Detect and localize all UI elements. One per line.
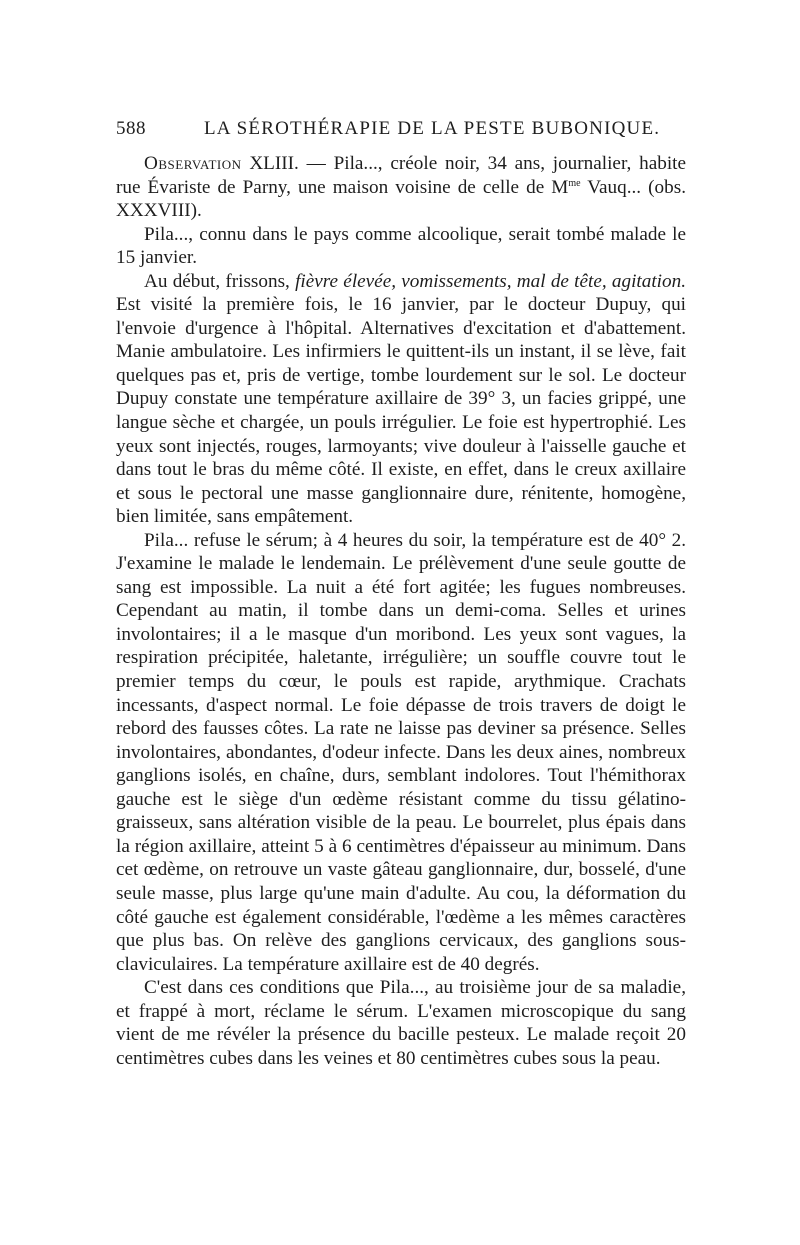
page-header: [116, 118, 702, 148]
page-number: 588: [116, 118, 146, 139]
running-title: LA SÉROTHÉRAPIE DE LA PESTE BUBONIQUE.: [204, 118, 661, 139]
paragraph-text: C'est dans ces conditions que Pila..., au troisième jour de sa maladie, et frappé à mort, réclame le sérum. L'examen microscopique du sang vient de me révéler la présence du bacille pesteux. Le malade reçoit 20 centimètres cubes dans les veines et 80 centimètres cubes sous la peau.: [116, 977, 686, 1069]
body-text: [116, 152, 686, 1070]
symptoms-italic: fièvre élevée, vomissements, mal de tête, agitation.: [295, 270, 686, 292]
paragraph-text: Pila..., connu dans le pays comme alcoolique, serait tombé malade le 15 janvier.: [116, 223, 686, 269]
paragraph-text: Est visité la première fois, le 16 janvier, par le docteur Dupuy, qui l'envoie d'urgence à l'hôpital. Alternatives d'excitation et d'abattement. Manie ambulatoire. Les infirmiers le quittent-ils un instant, il se lève, fait quelques pas et, pris de vertige, tombe lourdement sur le sol. Le docteur Dupuy constate une température axillaire de 39° 3, un facies grippé, une langue sèche et chargée, un pouls irrégulier. Le foie est hypertrophié. Les yeux sont injectés, rouges, larmoyants; vive douleur à l'aisselle gauche et dans tout le bras du même côté. Il existe, en effet, dans le creux axillaire et sous le pectoral une masse ganglionnaire dure, rénitente, homogène, bien limitée, sans empâtement.: [116, 294, 686, 528]
paragraph-lead: Au début, frissons,: [144, 270, 296, 292]
observation-superscript: me: [568, 177, 581, 189]
paragraph-treatment: [116, 976, 686, 1070]
observation-text-end: Vauq... (obs. XXXVIII).: [116, 176, 686, 222]
paragraph-text: Pila... refuse le sérum; à 4 heures du soir, la température est de 40° 2. J'examine le malade le lendemain. Le prélèvement d'une seule goutte de sang est impossible. La nuit a été fort agitée; les fugues nombreuses. Cependant au matin, il tombe dans un demi-coma. Selles et urines involontaires; il a le masque d'un moribond. Les yeux sont vagues, la respiration précipitée, haletante, irrégulière; un souffle couvre tout le premier temps du cœur, le pouls est rapide, arythmique. Crachats incessants, d'aspect normal. Le foie dépasse de trois travers de doigt le rebord des fausses côtes. La rate ne laisse pas deviner sa présence. Selles involontaires, abondantes, d'odeur infecte. Dans les deux aines, nombreux ganglions isolés, en chaîne, durs, semblant indolores. Tout l'hémithorax gauche est le siège d'un œdème résistant comme du tissu gélatino-graisseux, sans altération visible de la peau. Le bourrelet, plus épais dans la région axillaire, atteint 5 à 6 centimètres d'épaisseur au minimum. Dans cet œdème, on retrouve un vaste gâteau ganglionnaire, dur, bosselé, d'une seule masse, plus large qu'une main d'adulte. Au cou, la déformation du côté gauche est également considérable, l'œdème a les mêmes caractères que plus bas. On relève des ganglions cervicaux, des ganglions sous-claviculaires. La température axillaire est de 40 degrés.: [116, 529, 686, 975]
paragraph-examination: [116, 529, 686, 976]
observation-label: Observation: [144, 153, 242, 174]
observation-text: Pila..., créole noir, 34 ans, journalier, habite rue Évariste de Parny, une maison voisine de celle de M: [116, 153, 686, 198]
observation-dash: —: [298, 153, 334, 174]
observation-number: XLIII.: [249, 153, 299, 174]
paragraph-history: [116, 223, 686, 270]
paragraph-onset: [116, 270, 686, 529]
paragraph-observation: [116, 152, 686, 223]
